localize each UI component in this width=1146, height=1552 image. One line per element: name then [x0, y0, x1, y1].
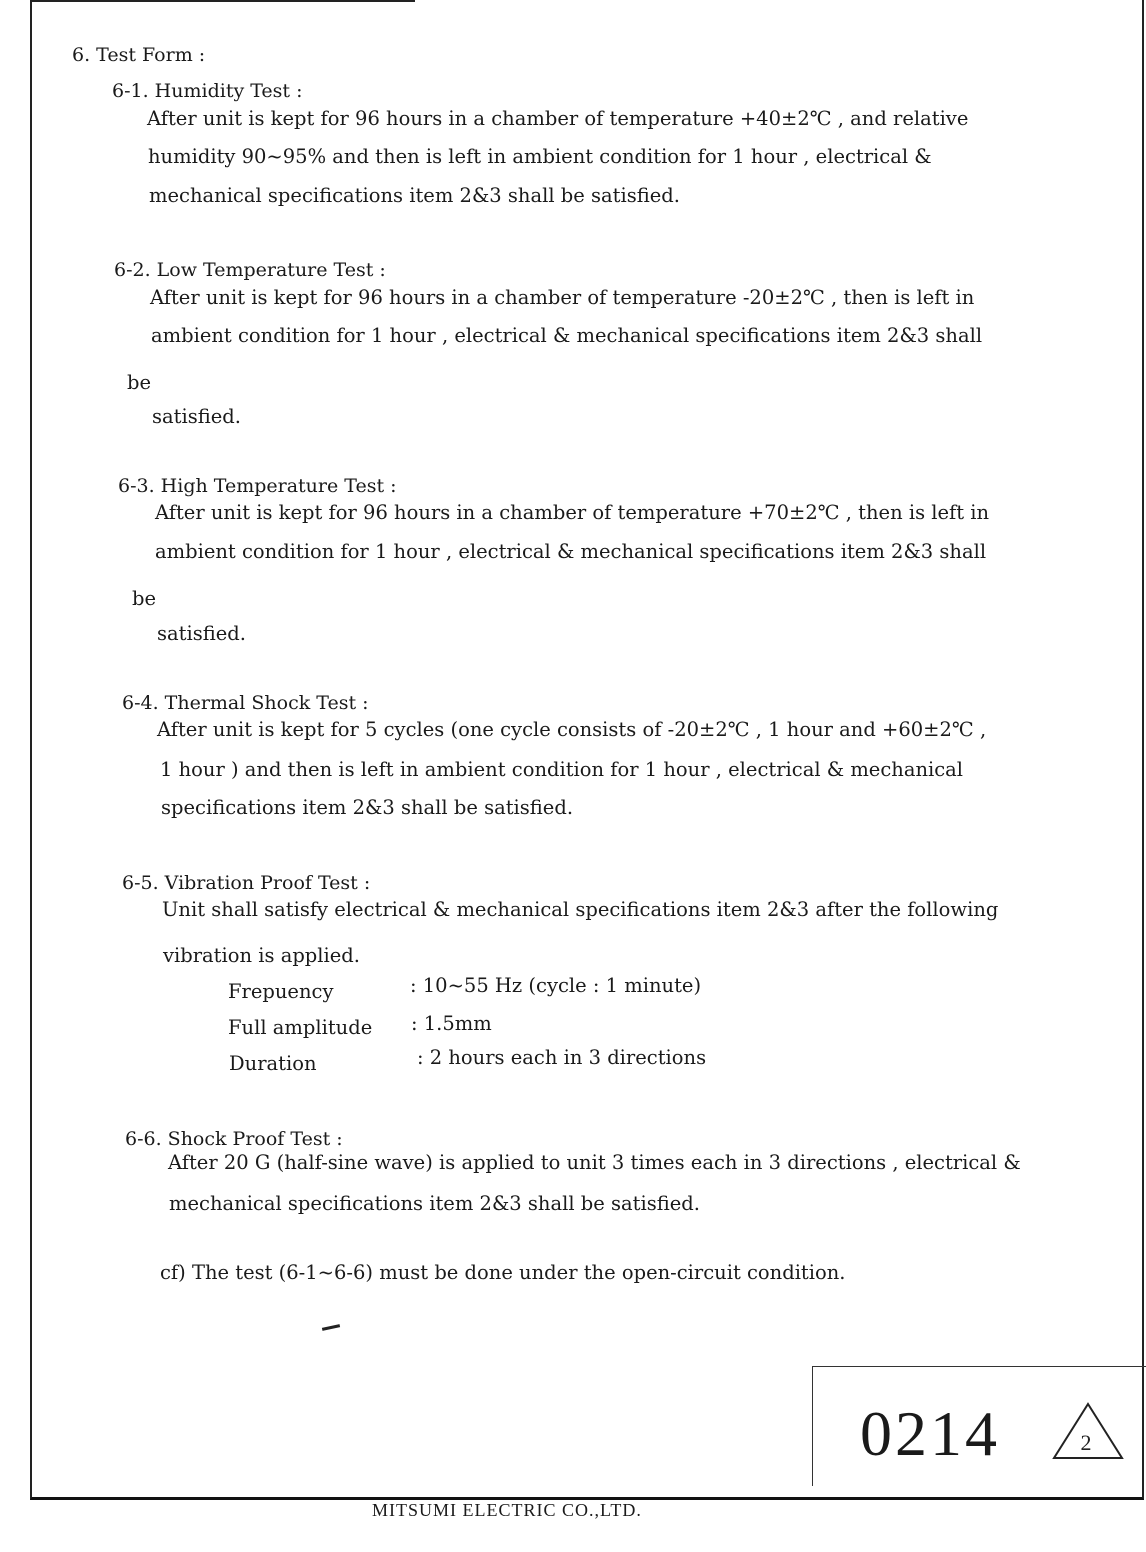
- test-line: satisfied.: [152, 405, 241, 428]
- test-line: humidity 90~95% and then is left in ambient condition for 1 hour , electrical &: [148, 145, 932, 168]
- company-footer: MITSUMI ELECTRIC CO.,LTD.: [372, 1500, 642, 1520]
- test-heading-high-temperature: 6-3. High Temperature Test :: [118, 475, 397, 497]
- revision-triangle-icon: [1050, 1400, 1126, 1462]
- test-heading-thermal-shock: 6-4. Thermal Shock Test :: [122, 692, 369, 714]
- test-line: Unit shall satisfy electrical & mechanical specifications item 2&3 after the following: [162, 898, 999, 921]
- param-value: : 10~55 Hz (cycle : 1 minute): [410, 974, 702, 997]
- test-line: After 20 G (half-sine wave) is applied to unit 3 times each in 3 directions , electrical &: [168, 1151, 1021, 1174]
- param-label: Full amplitude: [228, 1016, 373, 1039]
- param-value: : 2 hours each in 3 directions: [417, 1046, 707, 1069]
- test-line: mechanical specifications item 2&3 shall be satisfied.: [149, 184, 680, 207]
- test-line: be: [132, 587, 157, 610]
- test-line: After unit is kept for 96 hours in a chamber of temperature +40±2℃ , and relative: [147, 107, 969, 130]
- param-value: : 1.5mm: [411, 1012, 492, 1035]
- section-title: 6. Test Form :: [72, 44, 206, 66]
- test-line: satisfied.: [157, 622, 246, 645]
- test-line: mechanical specifications item 2&3 shall be satisfied.: [169, 1192, 700, 1215]
- test-line: 1 hour ) and then is left in ambient condition for 1 hour , electrical & mechanical: [160, 758, 964, 781]
- test-heading-shock-proof: 6-6. Shock Proof Test :: [125, 1128, 343, 1150]
- param-label: Frepuency: [228, 980, 334, 1003]
- document-number: 0214: [860, 1398, 1000, 1469]
- revision-number: 2: [1080, 1430, 1092, 1455]
- test-line: vibration is applied.: [163, 944, 360, 967]
- note-open-circuit: cf) The test (6-1~6-6) must be done under the open-circuit condition.: [160, 1261, 846, 1284]
- test-line: After unit is kept for 5 cycles (one cycle consists of -20±2℃ , 1 hour and +60±2℃ ,: [157, 718, 987, 741]
- test-line: After unit is kept for 96 hours in a chamber of temperature -20±2℃ , then is left in: [150, 286, 975, 309]
- test-heading-vibration-proof: 6-5. Vibration Proof Test :: [122, 872, 371, 894]
- test-line: specifications item 2&3 shall be satisfied.: [161, 796, 574, 819]
- test-line: ambient condition for 1 hour , electrical & mechanical specifications item 2&3 shall: [155, 540, 987, 563]
- test-line: be: [127, 371, 152, 394]
- test-line: ambient condition for 1 hour , electrical & mechanical specifications item 2&3 shall: [151, 324, 983, 347]
- test-heading-low-temperature: 6-2. Low Temperature Test :: [114, 259, 386, 281]
- test-line: After unit is kept for 96 hours in a chamber of temperature +70±2℃ , then is left in: [155, 501, 990, 524]
- param-label: Duration: [229, 1052, 317, 1075]
- test-heading-humidity: 6-1. Humidity Test :: [112, 80, 303, 102]
